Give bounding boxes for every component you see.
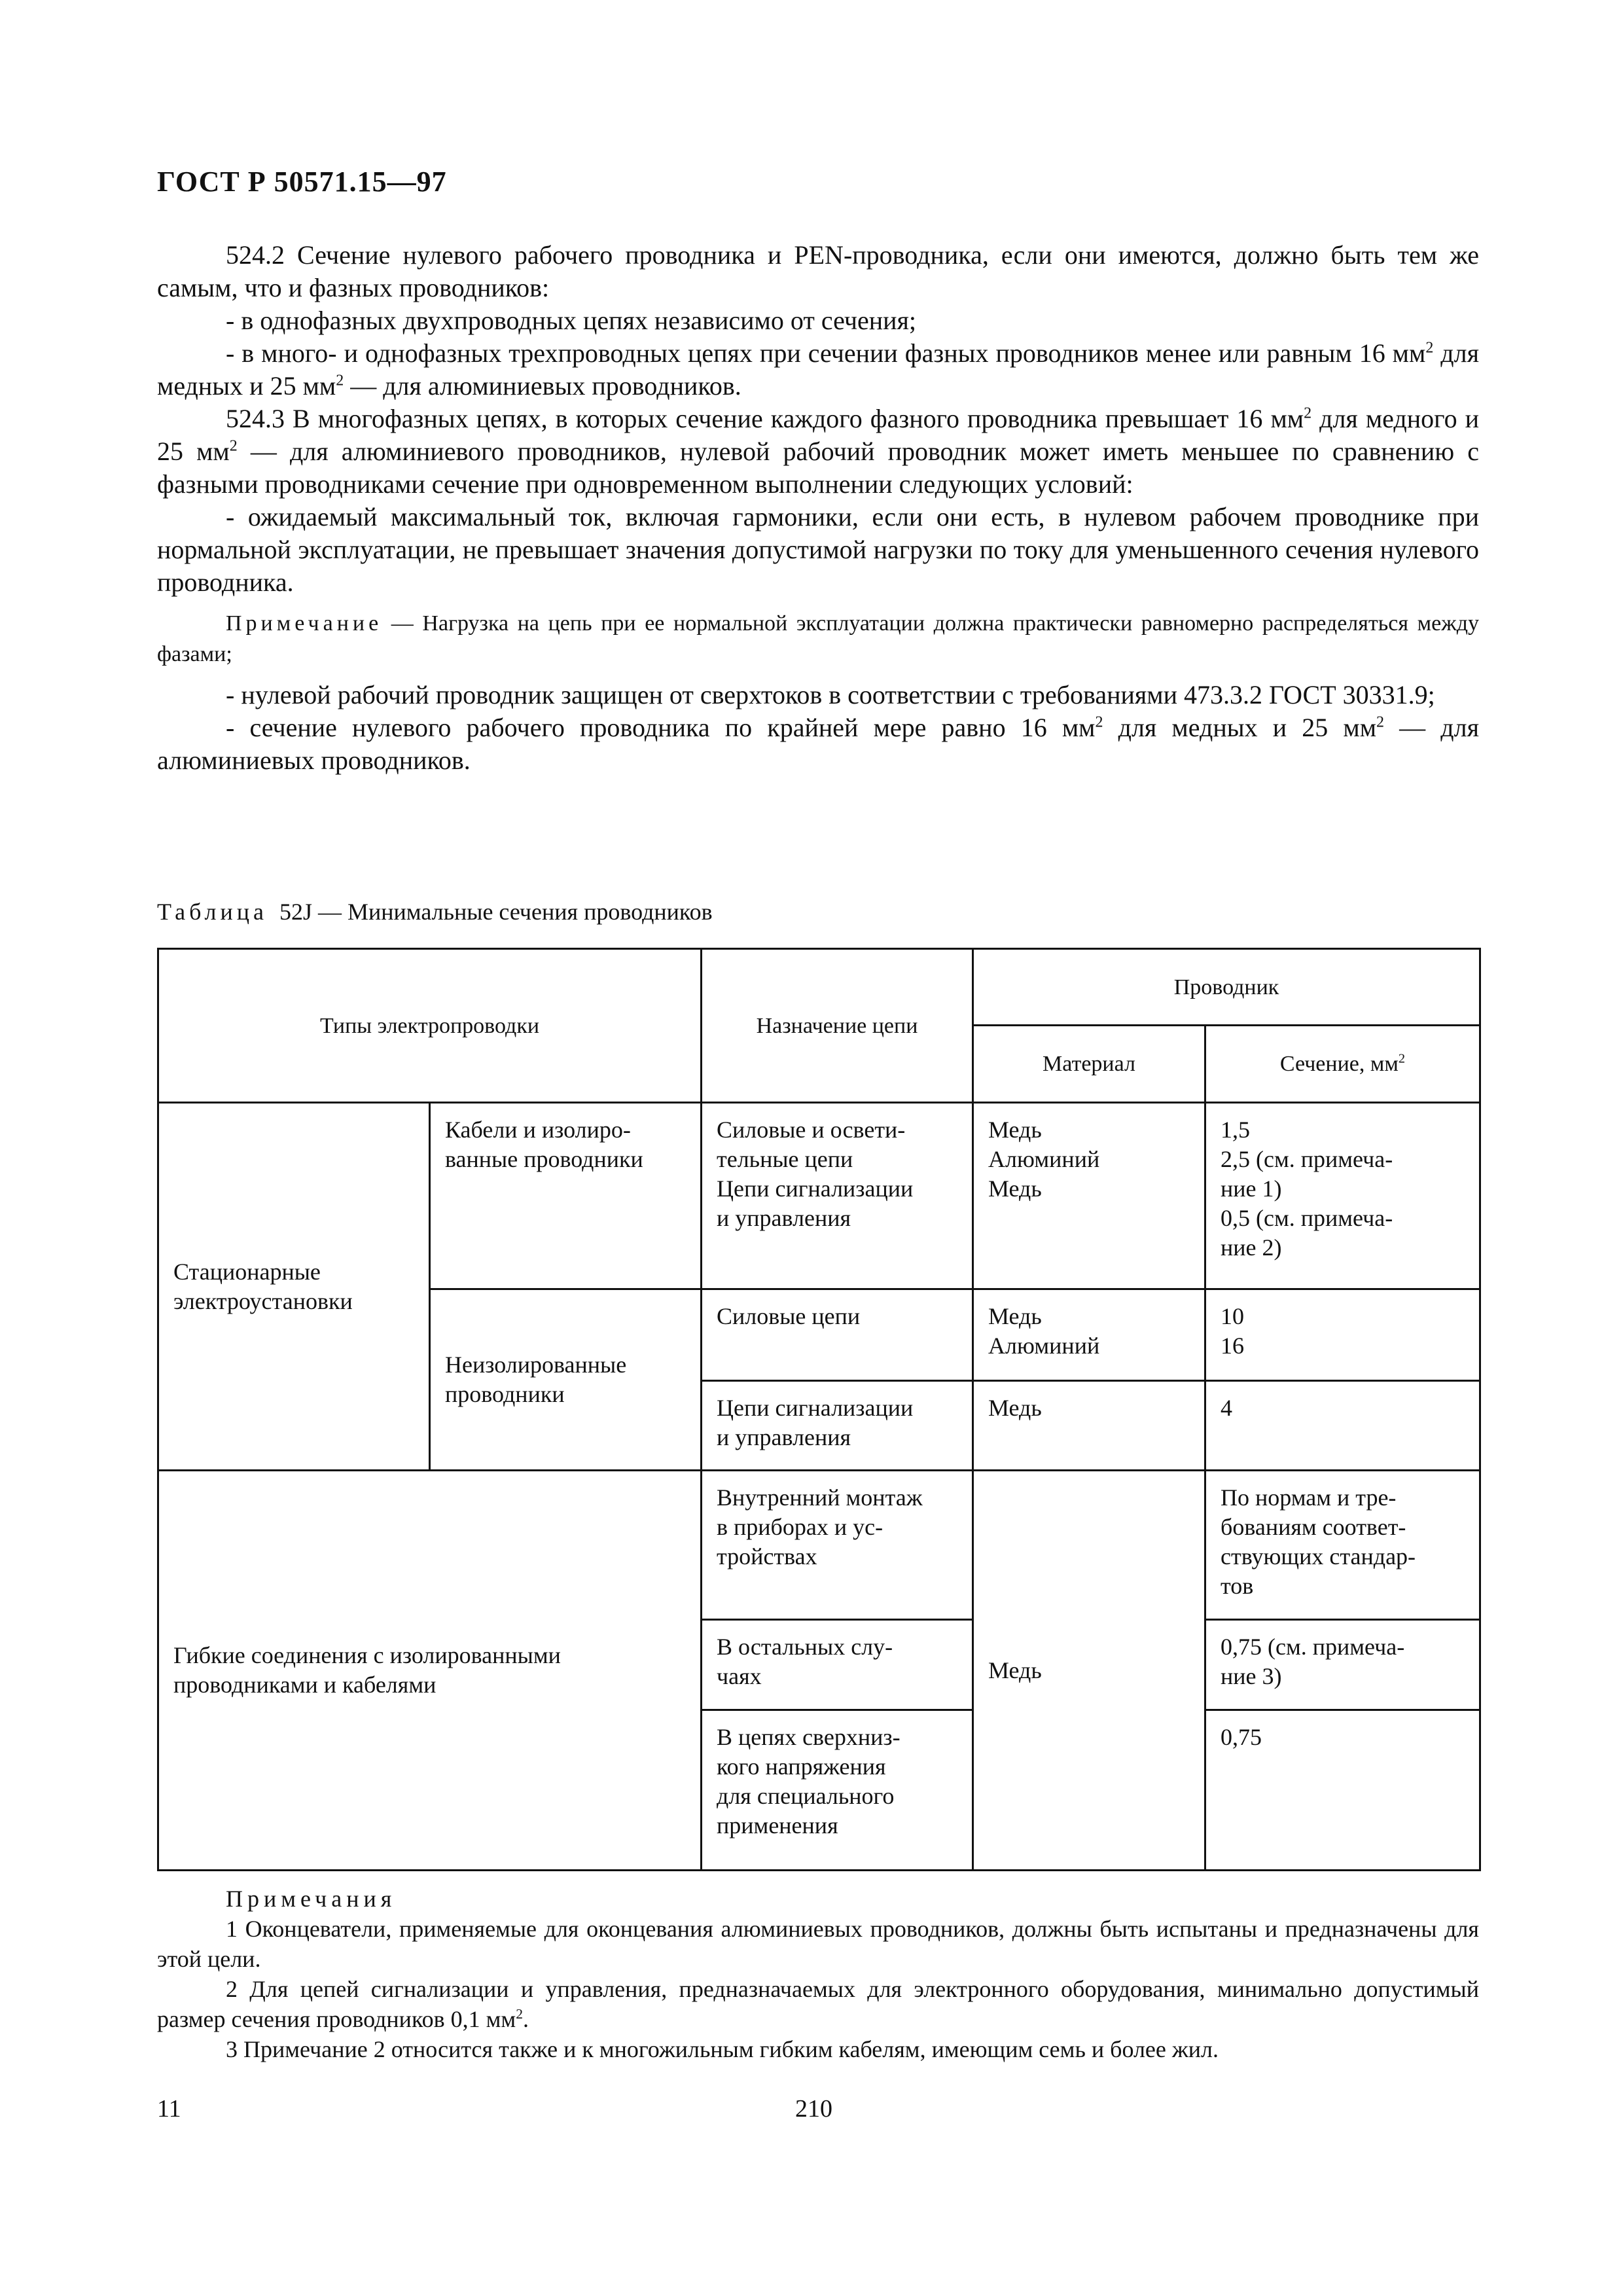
cell-material: Медь [973, 1381, 1205, 1471]
list-item-min-section: - сечение нулевого рабочего проводника по крайней мере равно 16 $мм^2$ для медных и 25 $мм^2$ — для алюминиевых проводников. [157, 713, 1479, 775]
list-item-single-phase: - в однофазных двухпроводных цепях независимо от сечения; [226, 306, 917, 335]
cell-section: По нормам и тре- бованиям соответ- ствующих стандар- тов [1205, 1471, 1480, 1620]
table-notes [157, 1884, 1479, 2064]
table-caption: Таблица 52J — Минимальные сечения проводников [157, 899, 713, 925]
cell-purpose: Силовые цепи [702, 1289, 973, 1381]
group-stationary: Стационарные электроустановки [158, 1103, 430, 1471]
cell-material: Медь Алюминий Медь [973, 1103, 1205, 1289]
note-2: 2 Для цепей сигнализации и управления, предназначаемых для электронного оборудования, минимально допустимый размер сечения проводников 0,1 $мм^2$. [157, 1976, 1479, 2032]
group-flexible: Гибкие соединения с изолированными проводниками и кабелями [158, 1471, 702, 1871]
header-material: Материал [973, 1026, 1205, 1103]
note-1: 1 Оконцеватели, применяемые для оконцевания алюминиевых проводников, должны быть испытаны и предназначены для этой цели. [157, 1916, 1479, 1972]
cell-purpose: Силовые и освети- тельные цепи Цепи сигнализации и управления [702, 1103, 973, 1289]
note-load: Примечание — Нагрузка на цепь при ее нормальной эксплуатации должна практически равномерно распределяться между фазами; [157, 611, 1479, 666]
table-row [158, 1103, 1480, 1289]
paragraph-524-3: 524.3 В многофазных цепях, в которых сечение каждого фазного проводника превышает 16 $мм^2$ для медного и 25 $мм^2$ — для алюминиевого проводников, нулевой рабочий проводник может иметь меньшее по сравнению с фазными проводниками сечение при одновременном выполнении следующих условий: [157, 404, 1479, 499]
notes-title: Примечания [226, 1886, 397, 1912]
cell-section: 0,75 [1205, 1710, 1480, 1871]
cell-section: 10 16 [1205, 1289, 1480, 1381]
cell-purpose: В цепях сверхниз- кого напряжения для специального применения [702, 1710, 973, 1871]
cell-section: 4 [1205, 1381, 1480, 1471]
cell-material: Медь [973, 1471, 1205, 1871]
subtype-insulated: Кабели и изолиро- ванные проводники [430, 1103, 702, 1289]
cell-section: 1,5 2,5 (см. примеча- ние 1) 0,5 (см. примеча- ние 2) [1205, 1103, 1480, 1289]
conductor-section-table [157, 948, 1481, 1871]
cell-purpose: В остальных слу- чаях [702, 1620, 973, 1710]
cell-purpose: Цепи сигнализации и управления [702, 1381, 973, 1471]
page-number: 210 [795, 2095, 832, 2123]
footer-sheet-number: 11 [157, 2095, 181, 2123]
paragraph-524-2: 524.2 Сечение нулевого рабочего проводника и PEN-проводника, если они имеются, должно быть тем же самым, что и фазных проводников: [157, 240, 1479, 302]
note-3: 3 Примечание 2 относится также и к многожильным гибким кабелям, имеющим семь и более жил. [226, 2036, 1219, 2062]
document-title: ГОСТ Р 50571.15—97 [157, 166, 447, 198]
subtype-bare: Неизолированные проводники [430, 1289, 702, 1471]
cell-material: Медь Алюминий [973, 1289, 1205, 1381]
list-item-three-wire: - в много- и однофазных трехпроводных цепях при сечении фазных проводников менее или равным 16 $мм^2$ для медных и 25 $мм^2$ — для алюминиевых проводников. [157, 338, 1479, 401]
list-item-overcurrent: - нулевой рабочий проводник защищен от сверхтоков в соответствии с требованиями 473.3.2 ГОСТ 30331.9; [226, 680, 1435, 709]
header-purpose: Назначение цепи [702, 949, 973, 1103]
header-conductor: Проводник [973, 949, 1480, 1026]
header-wiring-types: Типы электропроводки [158, 949, 702, 1103]
header-section: Сечение, $мм^2$ [1205, 1026, 1480, 1103]
body-section [157, 239, 1479, 777]
cell-purpose: Внутренний монтаж в приборах и ус- тройствах [702, 1471, 973, 1620]
cell-section: 0,75 (см. примеча- ние 3) [1205, 1620, 1480, 1710]
list-item-max-current: - ожидаемый максимальный ток, включая гармоники, если они есть, в нулевом рабочем проводнике при нормальной эксплуатации, не превышает значения допустимой нагрузки по току для уменьшенного сечения нулевого проводника. [157, 502, 1479, 597]
table-row [158, 1471, 1480, 1620]
